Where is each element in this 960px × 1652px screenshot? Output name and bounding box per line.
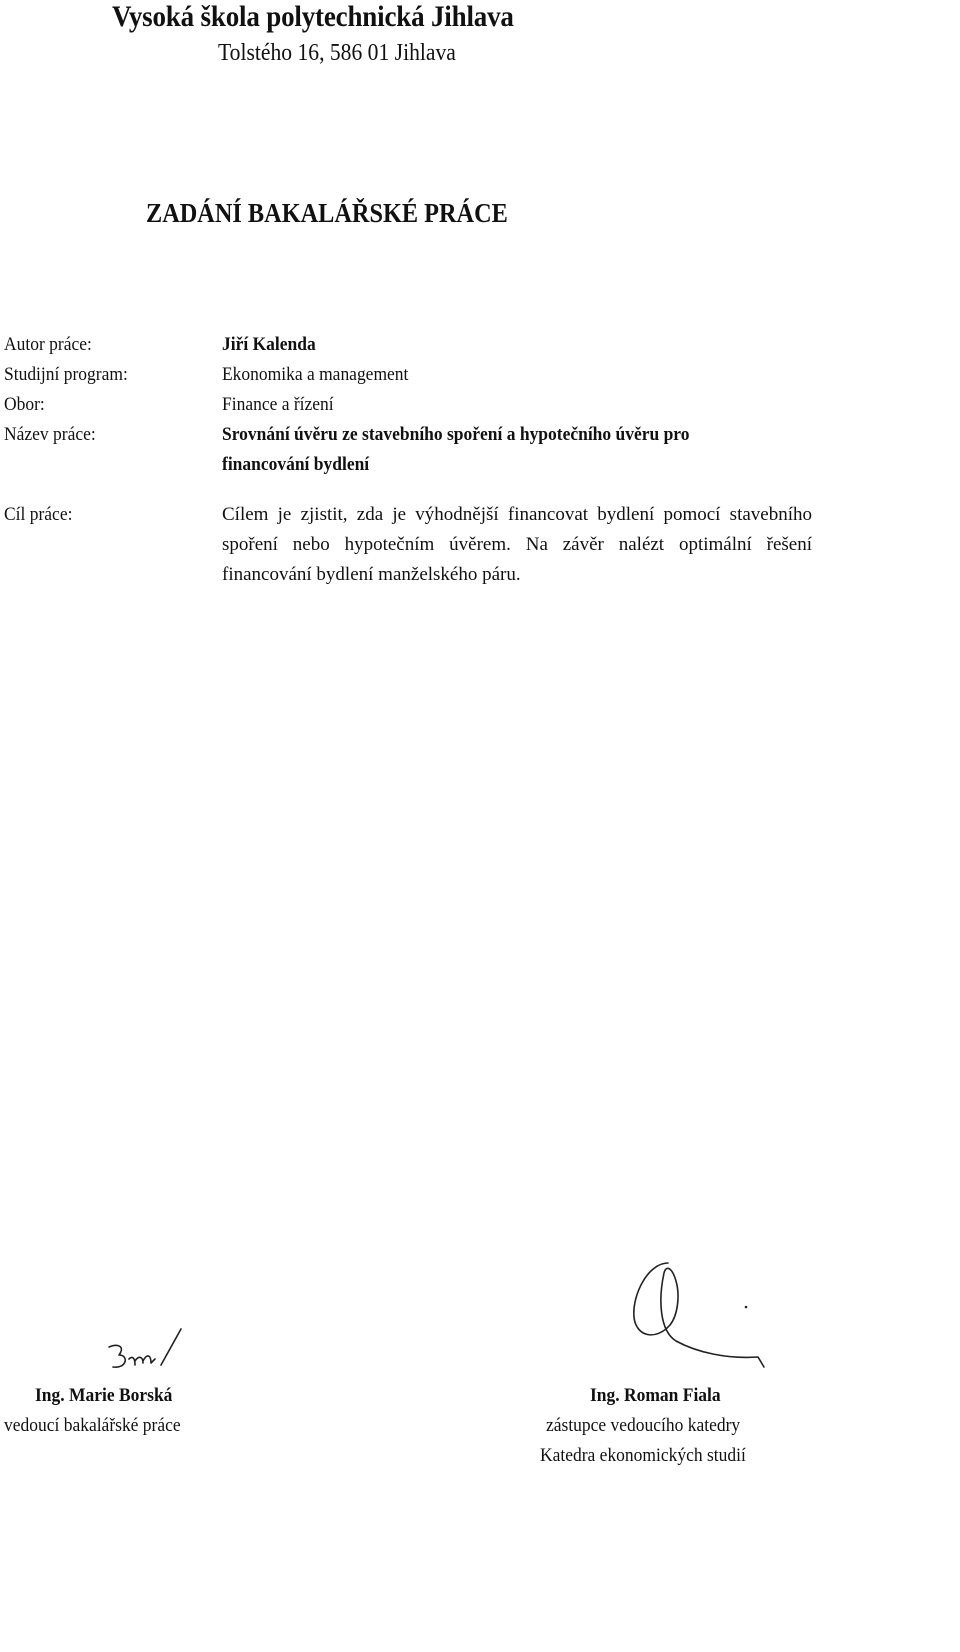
supervisor-role: vedoucí bakalářské práce <box>4 1415 181 1436</box>
field-value: Finance a řízení <box>222 394 334 415</box>
supervisor-signature <box>105 1325 205 1385</box>
department-name: Katedra ekonomických studií <box>540 1445 746 1466</box>
goal-label: Cíl práce: <box>4 504 73 525</box>
thesis-title-line2: financování bydlení <box>222 454 370 475</box>
thesis-title-label: Název práce: <box>4 424 96 445</box>
goal-value: Cílem je zjistit, zda je výhodnější financovat bydlení pomocí stavebního spoření nebo hypotečním úvěrem. Na závěr nalézt optimální řešení financování bydlení manželského páru. <box>222 504 812 585</box>
document-title: ZADÁNÍ BAKALÁŘSKÉ PRÁCE <box>146 198 508 228</box>
supervisor-name: Ing. Marie Borská <box>35 1385 173 1406</box>
field-label: Obor: <box>4 394 45 415</box>
deputy-head-signature <box>618 1255 778 1375</box>
deputy-head-name: Ing. Roman Fiala <box>590 1385 721 1406</box>
author-label: Autor práce: <box>4 334 92 355</box>
school-address: Tolstého 16, 586 01 Jihlava <box>218 40 456 66</box>
author-value: Jiří Kalenda <box>222 334 316 355</box>
deputy-head-role: zástupce vedoucího katedry <box>546 1415 741 1436</box>
thesis-title-line1: Srovnání úvěru ze stavebního spoření a hypotečního úvěru pro <box>222 424 690 445</box>
program-value: Ekonomika a management <box>222 364 409 385</box>
school-name: Vysoká škola polytechnická Jihlava <box>112 0 514 33</box>
program-label: Studijní program: <box>4 364 128 385</box>
